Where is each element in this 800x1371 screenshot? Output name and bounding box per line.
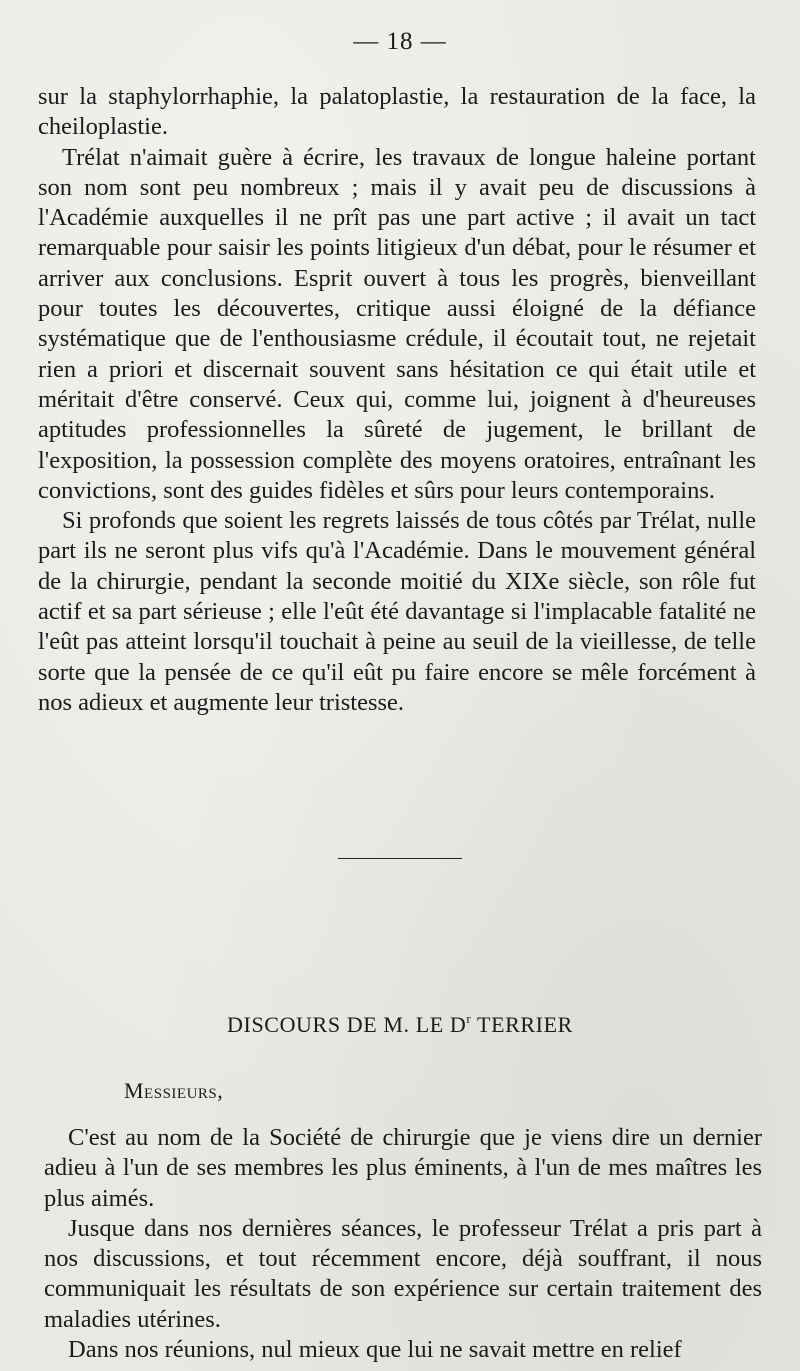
section-divider [338,858,462,859]
paragraph-2: Trélat n'aimait guère à écrire, les travaux de longue haleine portant son nom sont peu nombreux ; mais il y avait peu de discussions à l'Académie auxquelles il ne prît pas une part active ; il avait un tact remarquable pour saisir les points litigieux d'un débat, pour le résumer et arriver aux conclusions. Esprit ouvert à tous les progrès, bienveillant pour toutes les découvertes, critique aussi éloigné de la défiance systématique que de l'enthousiasme crédule, il écoutait tout, ne rejetait rien a priori et discernait souvent sans hésitation ce qui était utile et méritait d'être conservé. Ceux qui, comme lui, joignent à d'heureuses aptitudes professionnelles la sûreté de jugement, le brillant de l'exposition, la possession complète des moyens oratoires, entraînant les convictions, sont des guides fidèles et sûrs pour leurs contemporains. [38,143,756,504]
discours-title [0,1012,800,1038]
discours-paragraph-3: Dans nos réunions, nul mieux que lui ne savait mettre en relief [68,1336,682,1364]
salutation: Messieurs, [124,1078,224,1103]
discours-paragraph-1: C'est au nom de la Société de chirurgie que je viens dire un dernier adieu à l'un de ses membres les plus éminents, à l'un de mes maîtres les plus aimés. [44,1124,762,1212]
page-number: — 18 — [353,28,447,55]
paragraph-3: Si profonds que soient les regrets laissés de tous côtés par Trélat, nulle part ils ne seront plus vifs qu'à l'Académie. Dans le mouvement général de la chirurgie, pendant la seconde moitié du XIXe siècle, son rôle fut actif et sa part sérieuse ; elle l'eût été davantage si l'implacable fatalité ne l'eût pas atteint lorsqu'il touchait à peine au seuil de la vieillesse, de telle sorte que la pensée de ce qu'il eût pu faire encore se mêle forcément à nos adieux et augmente leur tristesse. [38,507,756,716]
discours-paragraph-2: Jusque dans nos dernières séances, le professeur Trélat a pris part à nos discussions, et tout récemment encore, déjà souffrant, il nous communiquait les résultats de son expérience sur certain traitement des maladies utérines. [44,1214,762,1333]
discours-title-sup: r [466,1011,472,1026]
paragraph-1: sur la staphylorrhaphie, la palatoplastie, la restauration de la face, la cheiloplastie. [38,83,756,141]
discours-title-prefix: DISCOURS DE M. LE D [227,1012,467,1037]
discours-text [44,1123,762,1365]
main-text [38,82,756,718]
discours-title-suffix: TERRIER [471,1012,573,1037]
